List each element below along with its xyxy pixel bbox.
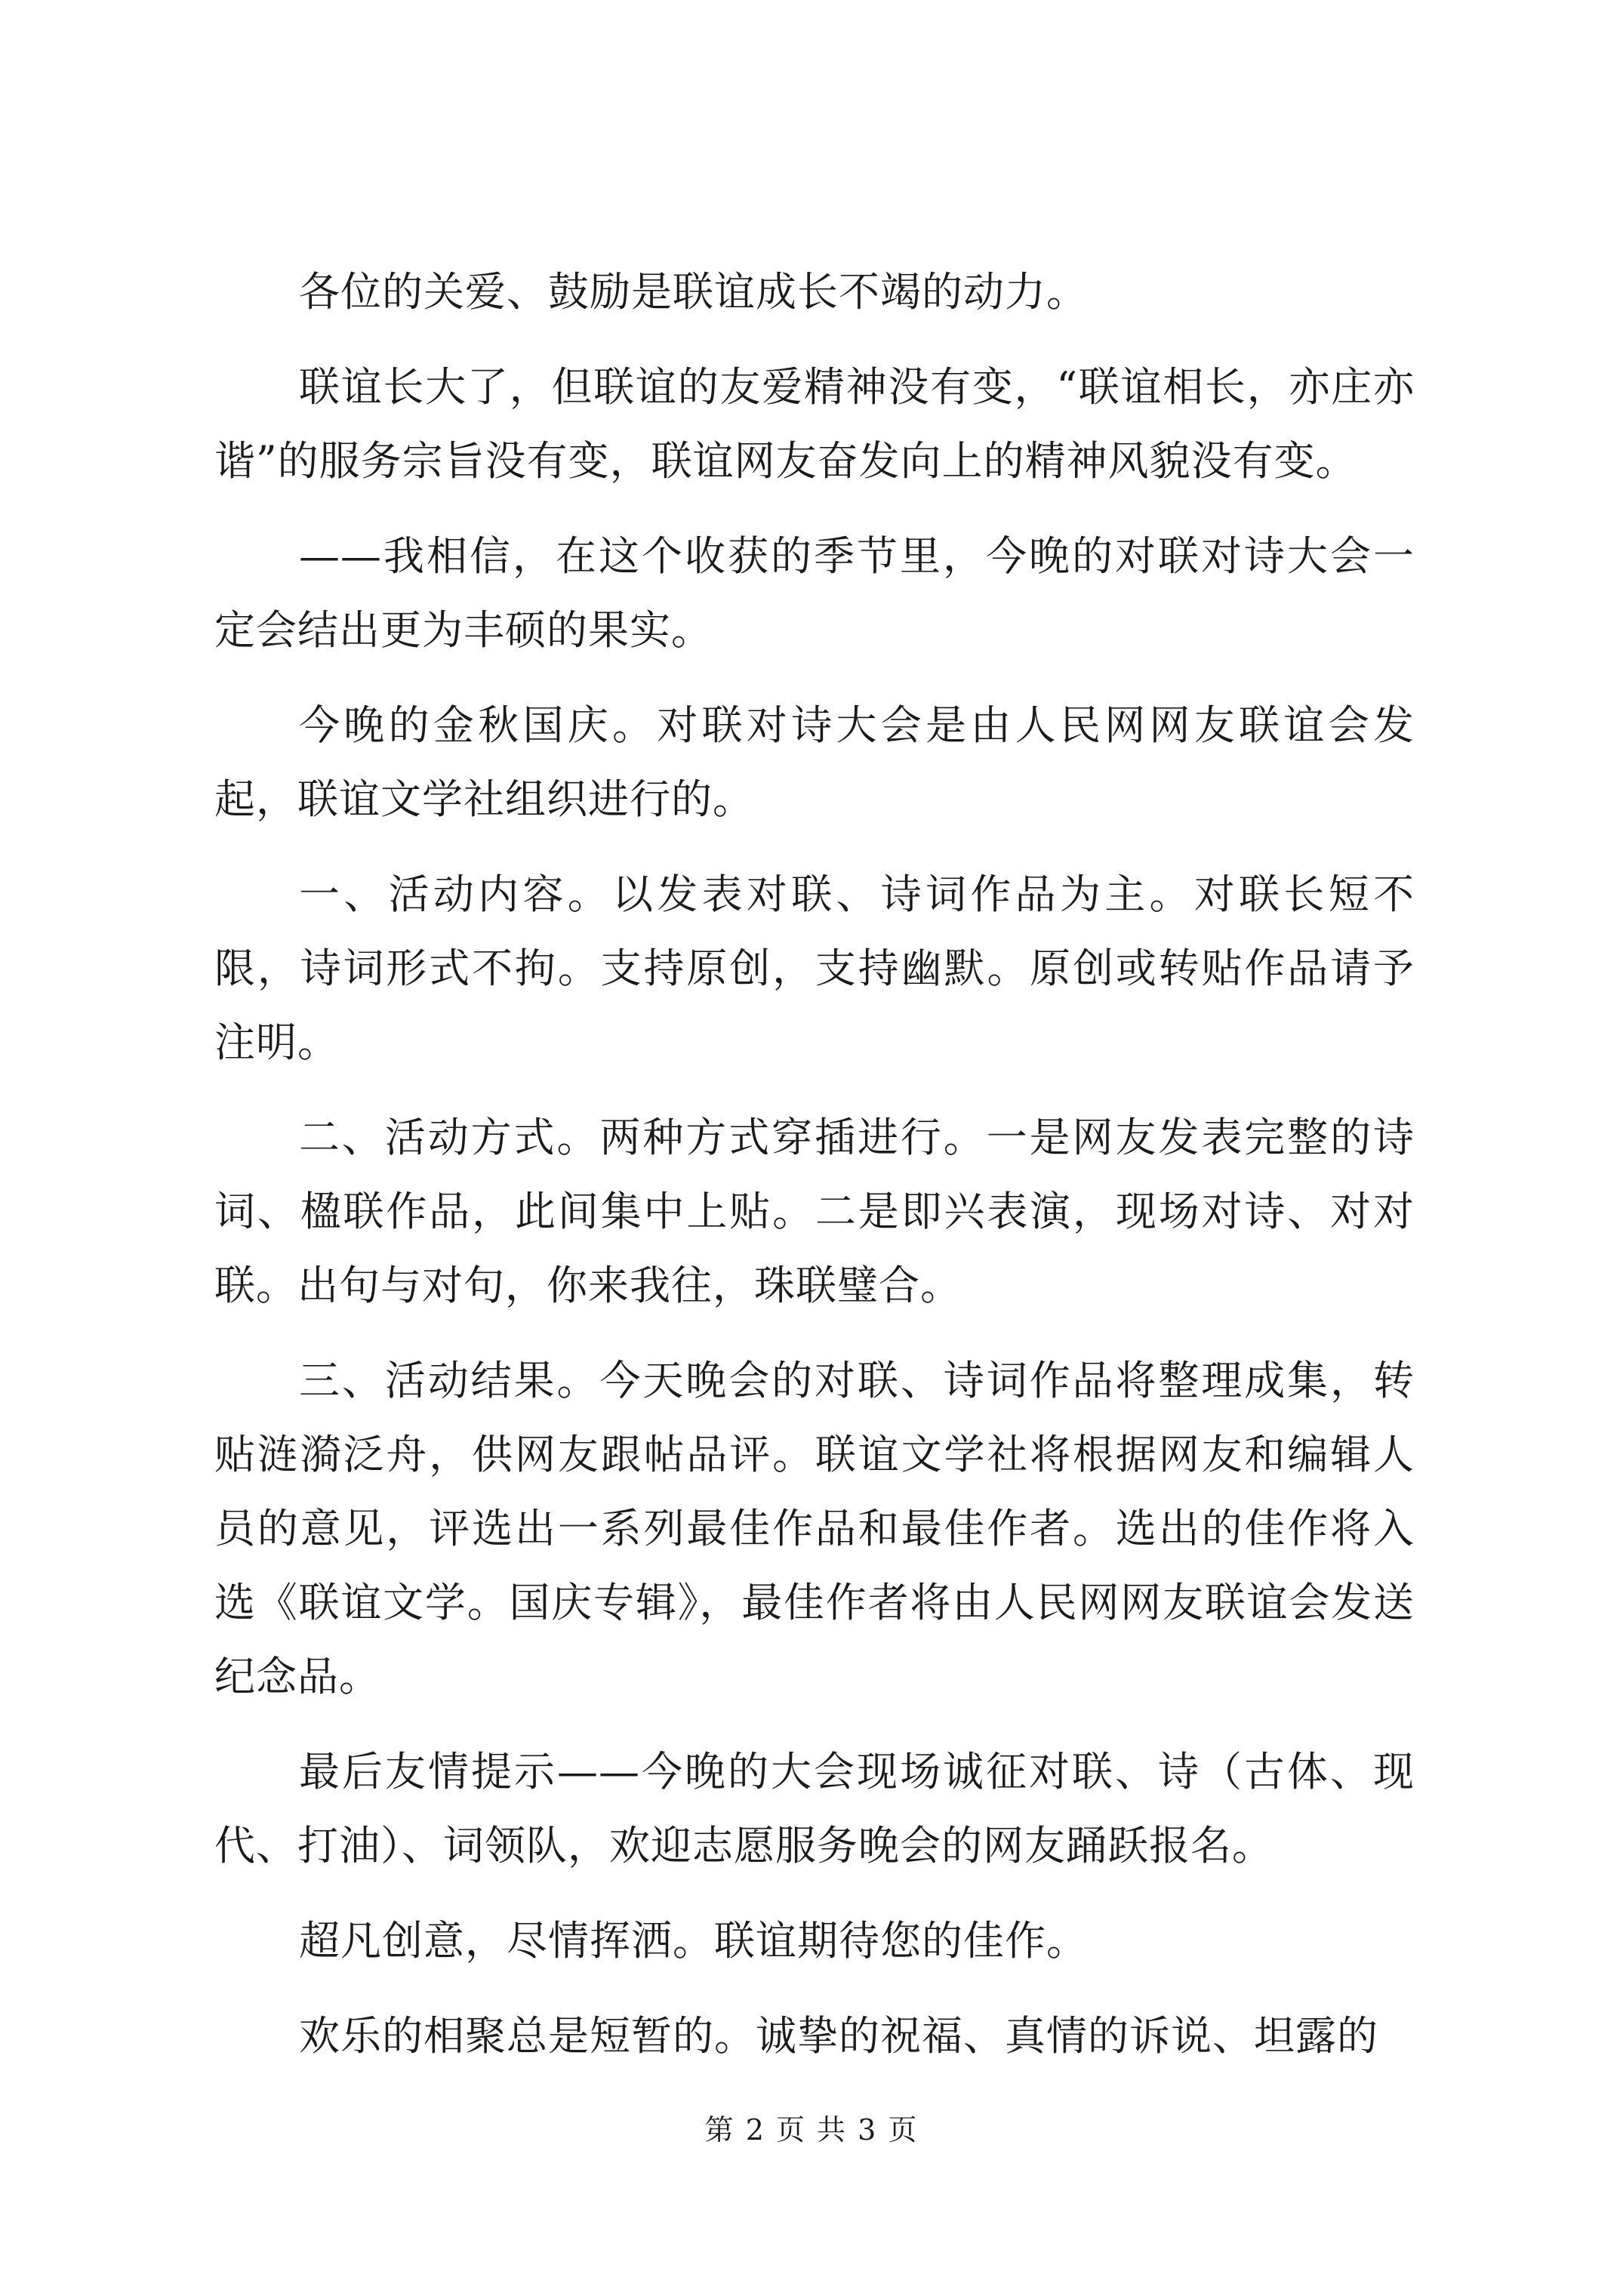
paragraph-3: ——我相信，在这个收获的季节里，今晚的对联对诗大会一定会结出更为丰硕的果实。 <box>214 532 1415 654</box>
paragraph-8: 最后友情提示——今晚的大会现场诚征对联、诗（古体、现代、打油）、词领队，欢迎志愿服务晚会的网友踊跃报名。 <box>214 1748 1415 1869</box>
paragraph-2: 联谊长大了，但联谊的友爱精神没有变，“联谊相长，亦庄亦谐”的服务宗旨没有变，联谊网友奋发向上的精神风貌没有变。 <box>214 363 1415 485</box>
paragraph-1: 各位的关爱、鼓励是联谊成长不竭的动力。 <box>299 268 1088 316</box>
paragraph-7: 三、活动结果。今天晚会的对联、诗词作品将整理成集，转贴涟漪泛舟，供网友跟帖品评。联谊文学社将根据网友和编辑人员的意见，评选出一系列最佳作品和最佳作者。选出的佳作将入选《联谊文学。国庆专辑》，最佳作者将由人民网网友联谊会发送纪念品。 <box>214 1357 1415 1700</box>
paragraph-10: 欢乐的相聚总是短暂的。诚挚的祝福、真情的诉说、坦露的 <box>299 2012 1378 2060</box>
document-body <box>214 255 1415 2094</box>
paragraph-9: 超凡创意，尽情挥洒。联谊期待您的佳作。 <box>299 1917 1088 1965</box>
paragraph-5: 一、活动内容。以发表对联、诗词作品为主。对联长短不限，诗词形式不拘。支持原创，支持幽默。原创或转贴作品请予注明。 <box>214 871 1415 1066</box>
page-footer: 第 2 页 共 3 页 <box>704 2113 919 2147</box>
paragraph-6: 二、活动方式。两种方式穿插进行。一是网友发表完整的诗词、楹联作品，此间集中上贴。二是即兴表演，现场对诗、对对联。出句与对句，你来我往，珠联璧合。 <box>214 1114 1415 1309</box>
paragraph-4: 今晚的金秋国庆。对联对诗大会是由人民网网友联谊会发起，联谊文学社组织进行的。 <box>214 701 1415 823</box>
